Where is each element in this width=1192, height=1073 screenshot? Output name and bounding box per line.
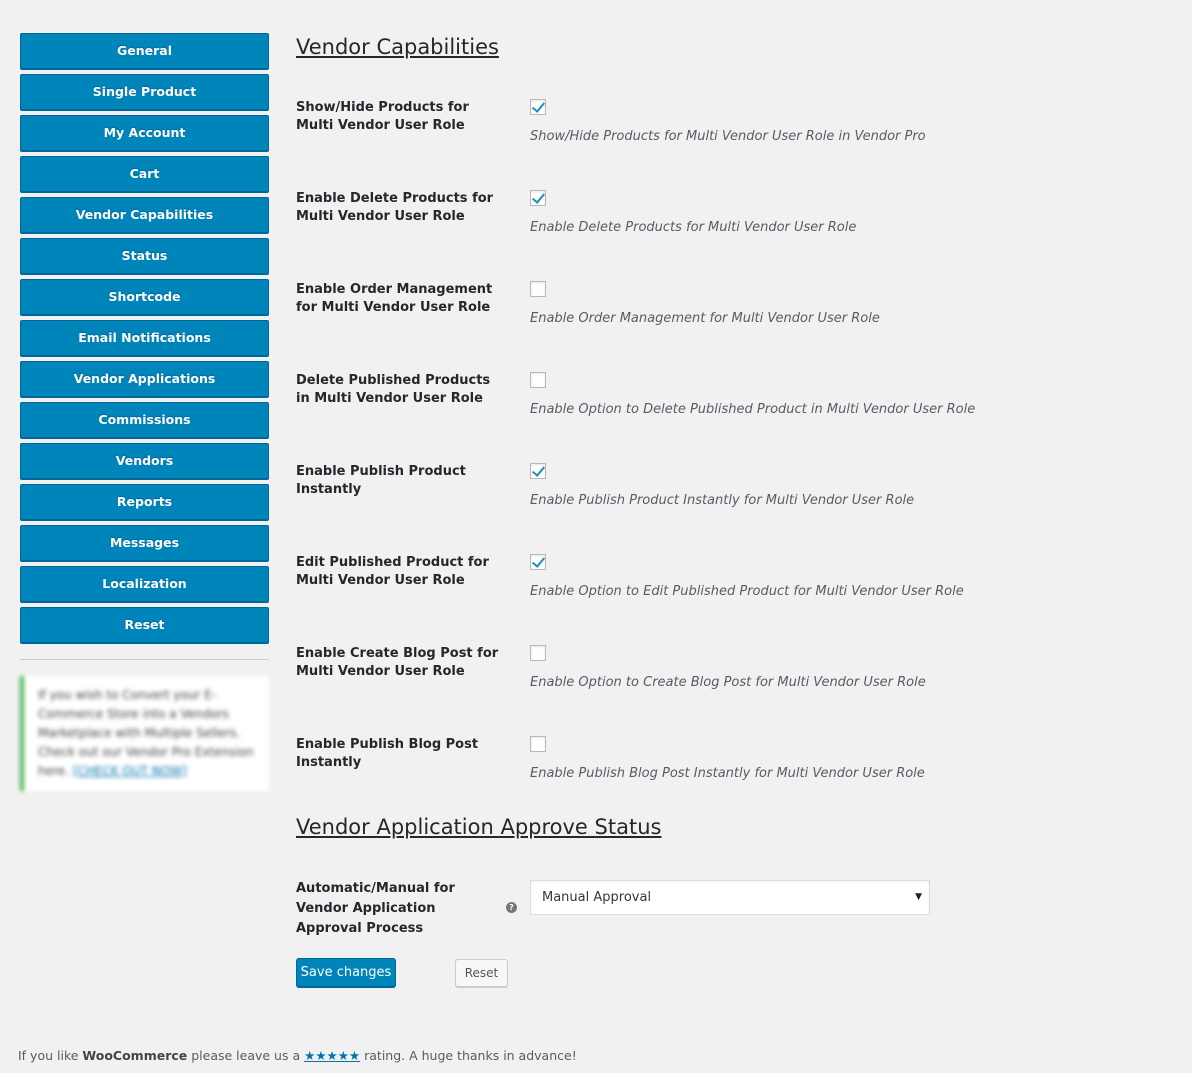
- nav-email-notifications-button[interactable]: Email Notifications: [20, 320, 269, 356]
- setting-description: Enable Option to Edit Published Product for Multi Vendor User Role: [530, 584, 964, 599]
- footer-text: [18, 1048, 577, 1063]
- dropdown-arrow-icon: ▼: [915, 892, 922, 902]
- nav-single-product-button[interactable]: Single Product: [20, 74, 269, 110]
- promo-text: If you wish to Convert your E-Commerce Store into a Vendors Marketplace with Multiple Sellers. Check out our Vendor Pro Extension here.: [38, 688, 254, 778]
- setting-description: Enable Delete Products for Multi Vendor User Role: [530, 220, 857, 235]
- setting-checkbox[interactable]: [530, 99, 546, 115]
- setting-row: [296, 281, 1176, 361]
- nav-cart-button[interactable]: Cart: [20, 156, 269, 192]
- checkmark-icon: [532, 190, 545, 204]
- nav-messages-button[interactable]: Messages: [20, 525, 269, 561]
- setting-checkbox[interactable]: [530, 645, 546, 661]
- approval-process-select[interactable]: [530, 880, 930, 915]
- promo-link[interactable]: [CHECK OUT NOW]: [72, 764, 187, 778]
- setting-description: Enable Publish Blog Post Instantly for Multi Vendor User Role: [530, 766, 925, 781]
- checkmark-icon: [532, 463, 545, 477]
- vendor-capabilities-title: Vendor Capabilities: [296, 35, 499, 59]
- setting-row: [296, 554, 1176, 634]
- setting-row: [296, 463, 1176, 543]
- setting-description: Enable Option to Delete Published Product in Multi Vendor User Role: [530, 402, 976, 417]
- footer-suffix: rating. A huge thanks in advance!: [360, 1048, 577, 1063]
- setting-row: [296, 372, 1176, 452]
- setting-row: [296, 736, 1176, 816]
- nav-vendor-applications-button[interactable]: Vendor Applications: [20, 361, 269, 397]
- setting-label: Delete Published Products in Multi Vendor User Role: [296, 373, 491, 406]
- setting-description: Enable Publish Product Instantly for Multi Vendor User Role: [530, 493, 915, 508]
- checkmark-icon: [532, 99, 545, 113]
- setting-label: Enable Publish Product Instantly: [296, 464, 466, 497]
- nav-my-account-button[interactable]: My Account: [20, 115, 269, 151]
- nav-general-button[interactable]: General: [20, 33, 269, 69]
- setting-checkbox[interactable]: [530, 372, 546, 388]
- settings-sidebar: [20, 33, 269, 791]
- setting-checkbox[interactable]: [530, 463, 546, 479]
- setting-checkbox[interactable]: [530, 281, 546, 297]
- footer-prefix: If you like: [18, 1048, 83, 1063]
- nav-vendor-capabilities-button[interactable]: Vendor Capabilities: [20, 197, 269, 233]
- nav-shortcode-button[interactable]: Shortcode: [20, 279, 269, 315]
- setting-label: Edit Published Product for Multi Vendor User Role: [296, 555, 489, 588]
- reset-button[interactable]: Reset: [455, 959, 508, 987]
- nav-reports-button[interactable]: Reports: [20, 484, 269, 520]
- nav-vendors-button[interactable]: Vendors: [20, 443, 269, 479]
- footer-middle: please leave us a: [187, 1048, 305, 1063]
- help-icon[interactable]: ?: [506, 902, 517, 913]
- approval-process-label: Automatic/Manual for Vendor Application Approval Process: [296, 881, 455, 936]
- setting-row: [296, 645, 1176, 725]
- promo-notice: [20, 676, 269, 791]
- setting-checkbox[interactable]: [530, 190, 546, 206]
- setting-label: Enable Publish Blog Post Instantly: [296, 737, 479, 770]
- approval-status-title: Vendor Application Approve Status: [296, 815, 662, 839]
- setting-label: Enable Delete Products for Multi Vendor User Role: [296, 191, 494, 224]
- rating-stars-link[interactable]: ★★★★★: [304, 1048, 361, 1063]
- setting-checkbox[interactable]: [530, 554, 546, 570]
- setting-description: Enable Option to Create Blog Post for Multi Vendor User Role: [530, 675, 926, 690]
- setting-description: Show/Hide Products for Multi Vendor User Role in Vendor Pro: [530, 129, 926, 144]
- checkmark-icon: [532, 554, 545, 568]
- nav-reset-button[interactable]: Reset: [20, 607, 269, 643]
- setting-label: Enable Create Blog Post for Multi Vendor User Role: [296, 646, 499, 679]
- setting-row: [296, 99, 1176, 179]
- nav-localization-button[interactable]: Localization: [20, 566, 269, 602]
- nav-commissions-button[interactable]: Commissions: [20, 402, 269, 438]
- setting-label: Show/Hide Products for Multi Vendor User Role: [296, 100, 469, 133]
- setting-description: Enable Order Management for Multi Vendor User Role: [530, 311, 880, 326]
- save-changes-button[interactable]: Save changes: [296, 958, 396, 987]
- footer-brand: WooCommerce: [82, 1048, 188, 1063]
- setting-checkbox[interactable]: [530, 736, 546, 752]
- sidebar-divider: [20, 659, 269, 660]
- setting-row: [296, 190, 1176, 270]
- nav-status-button[interactable]: Status: [20, 238, 269, 274]
- setting-label: Enable Order Management for Multi Vendor User Role: [296, 282, 493, 315]
- approval-selected-value: Manual Approval: [542, 890, 652, 905]
